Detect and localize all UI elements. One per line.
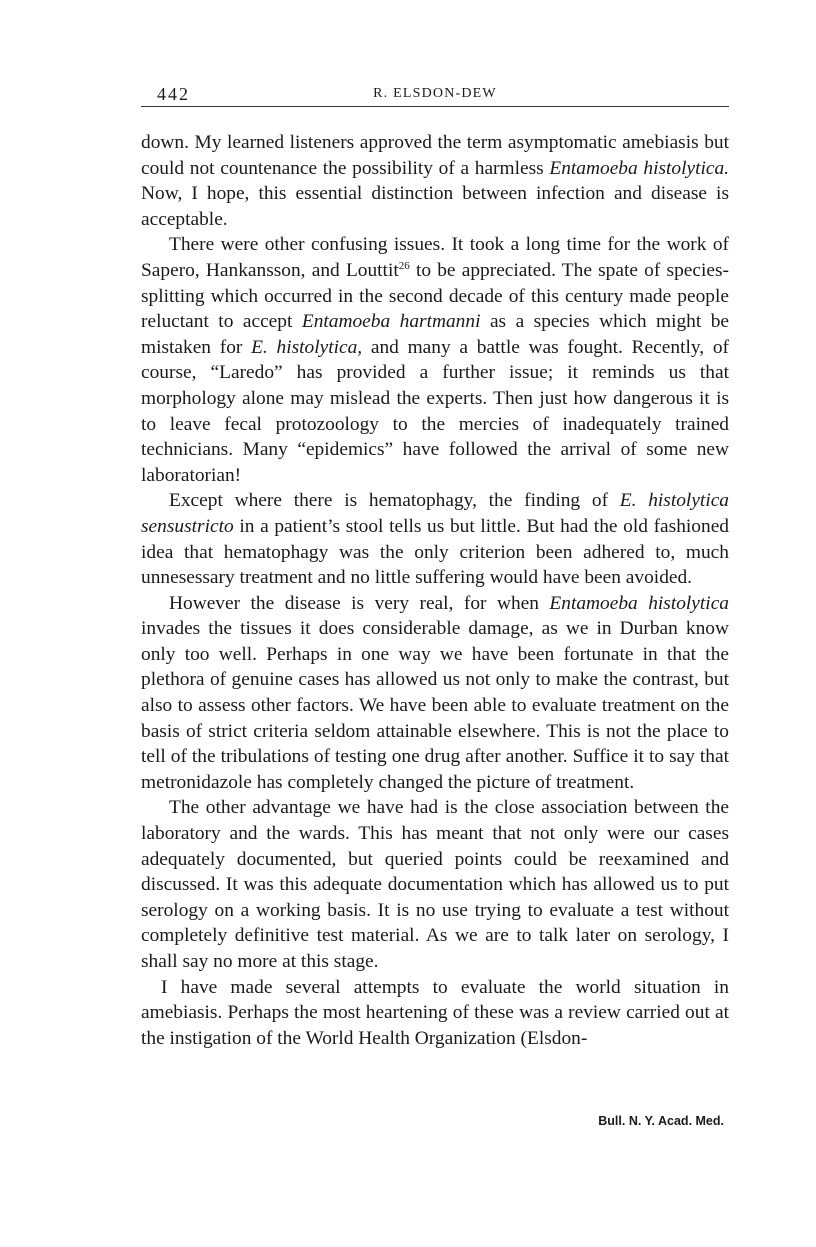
- paragraph-2-text-c: as a species which might be mistaken for: [141, 311, 730, 358]
- paragraph-1-text-b: Now, I hope, this essential distinction between infection and disease is acceptable.: [141, 183, 729, 230]
- paragraph-5: [141, 795, 729, 974]
- paragraph-2-text-a: There were other confusing issues. It took a long time for the work of Sapero, Hankansson, and Louttit: [141, 234, 729, 281]
- article-body: [141, 130, 729, 1051]
- paragraph-1-text-a: down. My learned listeners approved the term asymptomatic amebiasis but could not countenance the possibility of a harmless: [141, 132, 729, 179]
- paragraph-3-italic-1: E. histolytica sensustricto: [141, 490, 730, 537]
- paragraph-1-italic-1: Entamoeba histolytica.: [549, 157, 730, 179]
- citation-superscript-26: 26: [398, 259, 410, 272]
- journal-footer: Bull. N. Y. Acad. Med.: [598, 1114, 724, 1128]
- paragraph-1: [141, 130, 729, 232]
- paragraph-2-text-b: to be appreciated. The spate of species-splitting which occurred in the second decade of this century made people reluctant to accept: [141, 259, 729, 333]
- paragraph-5-text-a: The other advantage we have had is the close association between the laboratory and the wards. This has meant that not only were our cases adequately documented, but queried points could be reexamined and discussed. It was this adequate documentation which has allowed us to put serology on a working basis. It is no use trying to evaluate a test without completely definitive test material. As we are to talk later on serology, I shall say no more at this stage.: [141, 797, 729, 972]
- paragraph-2-text-d: and many a battle was fought. Recently, of course, “Laredo” has provided a further issue; it reminds us that morphology alone may mislead the experts. Then just how dangerous it is to leave fecal protozoology to the mercies of inadequately trained technicians. Many “epidemics” have followed the arrival of some new laboratorian!: [141, 336, 730, 486]
- paragraph-3-text-b: in a patient’s stool tells us but little. But had the old fashioned idea that hematophagy was the only criterion been adhered to, much unnesessary treatment and no little suffering would have been avoided.: [141, 515, 729, 589]
- paragraph-6: [141, 975, 729, 1052]
- paragraph-2: [141, 232, 729, 488]
- page-header: [141, 84, 729, 107]
- paragraph-6-text-a: I have made several attempts to evaluate the world situation in amebiasis. Perhaps the most heartening of these was a review carried out at the instigation of the World Health Organization (Elsdon-: [141, 976, 729, 1049]
- paragraph-4-text-b: invades the tissues it does considerable damage, as we in Durban know only too well. Perhaps in one way we have been fortunate in that the plethora of genuine cases has allowed us not only to make the contrast, but also to assess other factors. We have been able to evaluate treatment on the basis of strict criteria seldom attainable elsewhere. This is not the place to tell of the tribulations of testing one drug after another. Suffice it to say that metronidazole has completely changed the picture of treatment.: [141, 618, 729, 793]
- paragraph-4-italic-1: Entamoeba histolytica: [549, 592, 729, 614]
- paragraph-2-italic-1: Entamoeba hartmanni: [301, 311, 481, 333]
- paragraph-3: [141, 488, 729, 590]
- paragraph-4: [141, 591, 729, 796]
- paragraph-2-italic-2: E. histolytica,: [251, 336, 363, 358]
- running-head-author: R. ELSDON-DEW: [373, 86, 497, 101]
- page-number: 442: [157, 84, 190, 104]
- paragraph-4-text-a: However the disease is very real, for when: [169, 592, 550, 614]
- paragraph-3-text-a: Except where there is hematophagy, the finding of: [169, 490, 620, 512]
